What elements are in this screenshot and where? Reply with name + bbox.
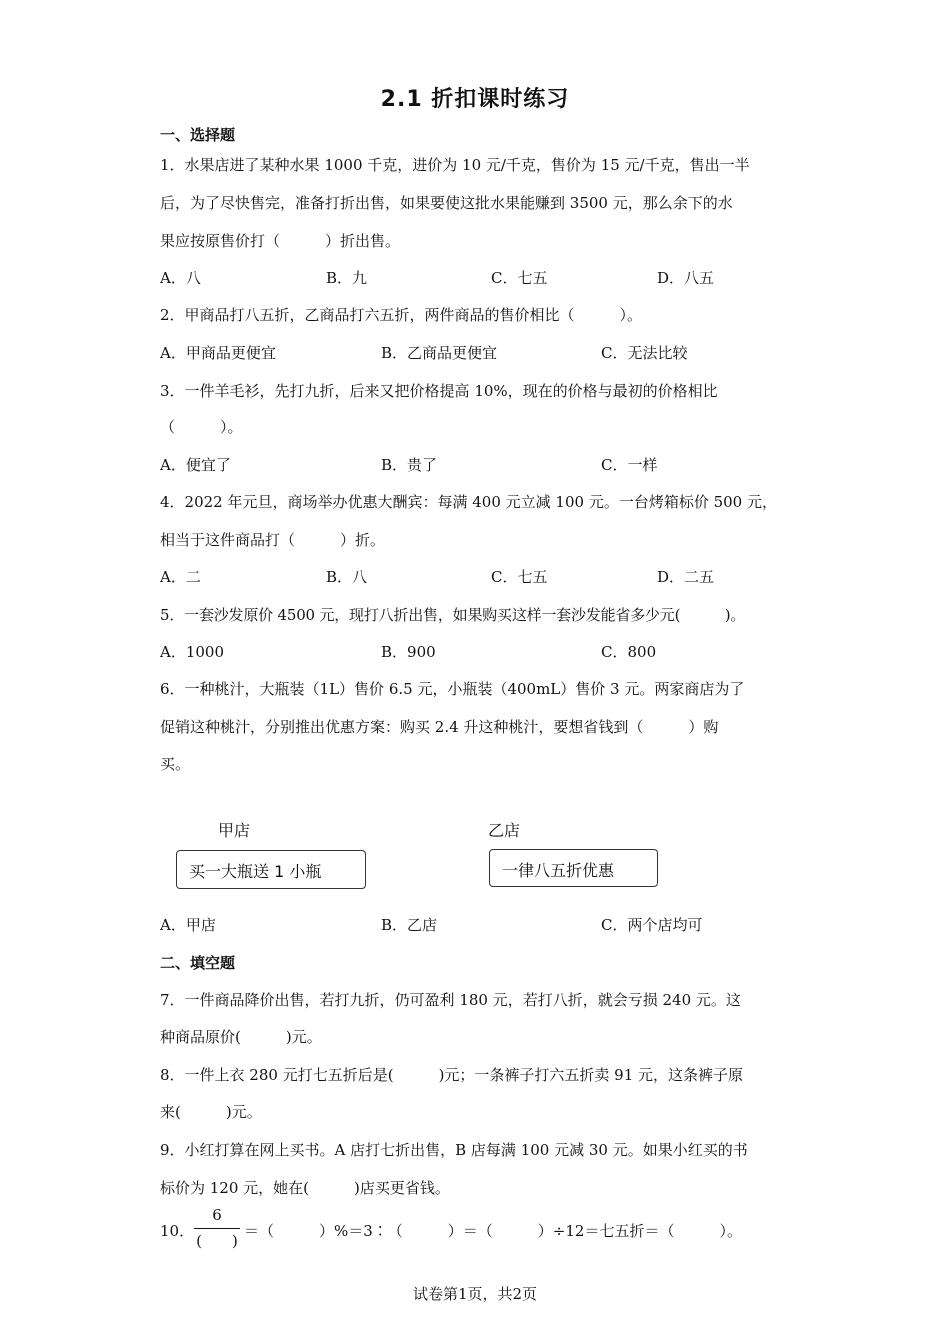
question-3-option-c[interactable]: C．一样 (601, 456, 658, 474)
question-6-line-2: 促销这种桃汁，分别推出优惠方案：购买 2.4 升这种桃汁，要想省钱到（ ）购 (160, 718, 719, 736)
question-6-option-a[interactable]: A．甲店 (160, 916, 216, 934)
fraction-bar (194, 1228, 240, 1229)
question-8-line-1: 8．一件上衣 280 元打七五折后是( )元；一条裤子打六五折卖 91 元，这条裤子原 (160, 1066, 744, 1084)
question-4-option-c[interactable]: C．七五 (491, 568, 548, 586)
question-5-option-c[interactable]: C．800 (601, 643, 657, 661)
question-10-equation: ＝（ ）%＝3∶（ ）＝（ ）÷12＝七五折＝（ ）。 (244, 1222, 742, 1240)
question-5-option-a[interactable]: A．1000 (160, 643, 225, 661)
question-1-line-1: 1．水果店进了某种水果 1000 千克，进价为 10 元/千克，售价为 15 元/千克，售出一半 (160, 156, 750, 174)
shop-a-label: 甲店 (218, 821, 251, 840)
question-6-option-c[interactable]: C．两个店均可 (601, 916, 703, 934)
question-2-line-1: 2．甲商品打八五折，乙商品打六五折，两件商品的售价相比（ ）。 (160, 306, 643, 324)
question-4-option-a[interactable]: A．二 (160, 568, 201, 586)
question-5-line-1: 5．一套沙发原价 4500 元，现打八折出售，如果购买这样一套沙发能省多少元( )。 (160, 606, 746, 624)
question-3-line-2: （ ）。 (160, 418, 243, 436)
section-heading-choice: 一、选择题 (160, 126, 236, 144)
shop-b-offer-box (489, 849, 658, 887)
page-footer: 试卷第1页，共2页 (412, 1285, 538, 1303)
question-1-option-b[interactable]: B．九 (326, 269, 368, 287)
question-1-line-3: 果应按原售价打（ ）折出售。 (160, 232, 401, 250)
fraction-numerator: 6 (212, 1206, 222, 1224)
question-6-line-1: 6．一种桃汁，大瓶装（1L）售价 6.5 元，小瓶装（400mL）售价 3 元。两家商店为了 (160, 680, 745, 698)
question-7-line-1: 7．一件商品降价出售，若打九折，仍可盈利 180 元，若打八折，就会亏损 240 元。这 (160, 991, 741, 1009)
question-2-option-b[interactable]: B．乙商品更便宜 (381, 344, 498, 362)
question-6-line-3: 买。 (160, 755, 191, 773)
question-8-line-2: 来( )元。 (160, 1103, 262, 1121)
page-title: 2.1 折扣课时练习 (380, 87, 570, 112)
question-1-line-2: 后，为了尽快售完，准备打折出售，如果要使这批水果能赚到 3500 元，那么余下的水 (160, 194, 733, 212)
question-4-line-1: 4．2022 年元旦，商场举办优惠大酬宾：每满 400 元立减 100 元。一台烤箱标价 500 元， (160, 493, 777, 511)
question-1-option-c[interactable]: C．七五 (491, 269, 548, 287)
question-1-option-d[interactable]: D．八五 (657, 269, 715, 287)
question-5-option-b[interactable]: B．900 (381, 643, 436, 661)
question-2-option-c[interactable]: C．无法比较 (601, 344, 688, 362)
shop-a-offer-box (176, 850, 366, 889)
section-heading-fill-in: 二、填空题 (160, 954, 236, 972)
question-3-option-a[interactable]: A．便宜了 (160, 456, 231, 474)
question-9-line-1: 9．小红打算在网上买书。A 店打七折出售，B 店每满 100 元减 30 元。如果小红买的书 (160, 1141, 748, 1159)
shop-b-offer-text: 一律八五折优惠 (502, 861, 615, 880)
question-3-line-1: 3．一件羊毛衫，先打九折，后来又把价格提高 10%，现在的价格与最初的价格相比 (160, 382, 718, 400)
question-2-option-a[interactable]: A．甲商品更便宜 (160, 344, 276, 362)
question-4-option-d[interactable]: D．二五 (657, 568, 715, 586)
question-7-line-2: 种商品原价( )元。 (160, 1028, 322, 1046)
shop-b-label: 乙店 (488, 821, 521, 840)
shop-a-offer-text: 买一大瓶送 1 小瓶 (189, 862, 322, 881)
question-1-option-a[interactable]: A．八 (160, 269, 201, 287)
question-4-line-2: 相当于这件商品打（ ）折。 (160, 531, 386, 549)
question-3-option-b[interactable]: B．贵了 (381, 456, 438, 474)
question-10-fraction (190, 1206, 244, 1252)
question-4-option-b[interactable]: B．八 (326, 568, 368, 586)
question-6-option-b[interactable]: B．乙店 (381, 916, 438, 934)
question-9-line-2: 标价为 120 元，她在( )店买更省钱。 (160, 1179, 450, 1197)
question-10-number: 10． (160, 1222, 195, 1240)
fraction-denominator: ( ) (196, 1232, 238, 1250)
